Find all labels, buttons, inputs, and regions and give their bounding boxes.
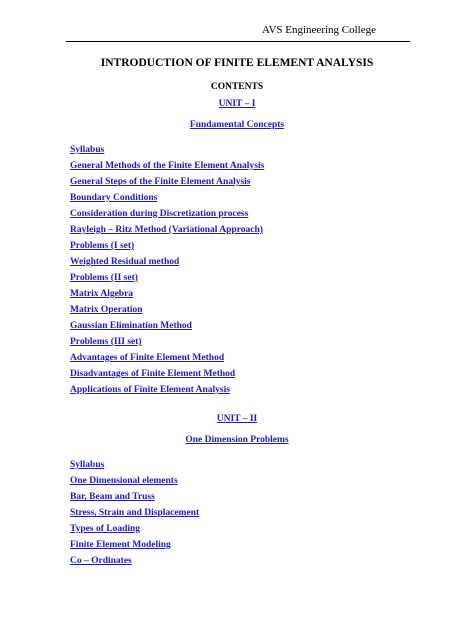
unit-1-section [0, 98, 474, 400]
unit-2-title-link[interactable]: UNIT – II [216, 414, 258, 424]
toc-link-stress-strain[interactable]: Stress, Strain and Displacement [70, 508, 200, 518]
toc-link-problems-3[interactable]: Problems (III set) [70, 337, 142, 347]
toc-link-boundary-conditions[interactable]: Boundary Conditions [70, 193, 158, 203]
toc-link-types-of-loading[interactable]: Types of Loading [70, 524, 141, 534]
toc-link-gaussian-elimination[interactable]: Gaussian Elimination Method [70, 321, 192, 331]
unit-1-title-link[interactable]: UNIT – I [218, 99, 256, 109]
toc-link-one-dimensional-elements[interactable]: One Dimensional elements [70, 476, 178, 486]
toc-link-problems-2[interactable]: Problems (II set) [70, 273, 138, 283]
contents-heading: CONTENTS [210, 82, 264, 92]
document-title: INTRODUCTION OF FINITE ELEMENT ANALYSIS [100, 57, 374, 69]
toc-link-co-ordinates[interactable]: Co – Ordinates [70, 556, 132, 566]
toc-link-advantages[interactable]: Advantages of Finite Element Method [70, 353, 225, 363]
toc-link-syllabus[interactable]: Syllabus [70, 145, 105, 155]
toc-link-matrix-operation[interactable]: Matrix Operation [70, 305, 143, 315]
toc-link-general-methods[interactable]: General Methods of the Finite Element Analysis [70, 161, 265, 171]
toc-link-disadvantages[interactable]: Disadvantages of Finite Element Method [70, 369, 236, 379]
unit-1-toc-list [70, 144, 474, 400]
toc-link-syllabus-2[interactable]: Syllabus [70, 460, 105, 470]
toc-link-general-steps[interactable]: General Steps of the Finite Element Analysis [70, 177, 251, 187]
toc-link-fe-modeling[interactable]: Finite Element Modeling [70, 540, 171, 550]
toc-link-problems-1[interactable]: Problems (I set) [70, 241, 135, 251]
unit-2-subtitle-link[interactable]: One Dimension Problems [185, 435, 289, 445]
toc-link-discretization[interactable]: Consideration during Discretization process [70, 209, 249, 219]
toc-link-matrix-algebra[interactable]: Matrix Algebra [70, 289, 134, 299]
toc-link-applications[interactable]: Applications of Finite Element Analysis [70, 385, 230, 395]
toc-link-weighted-residual[interactable]: Weighted Residual method [70, 257, 180, 267]
page-header-college: AVS Engineering College [261, 24, 376, 36]
toc-link-bar-beam-truss[interactable]: Bar, Beam and Truss [70, 492, 155, 502]
toc-link-rayleigh-ritz[interactable]: Rayleigh – Ritz Method (Variational Approach) [70, 225, 263, 235]
unit-2-section [0, 413, 474, 571]
unit-2-toc-list [70, 459, 474, 571]
unit-1-subtitle-link[interactable]: Fundamental Concepts [189, 120, 285, 130]
header-divider [66, 41, 410, 42]
